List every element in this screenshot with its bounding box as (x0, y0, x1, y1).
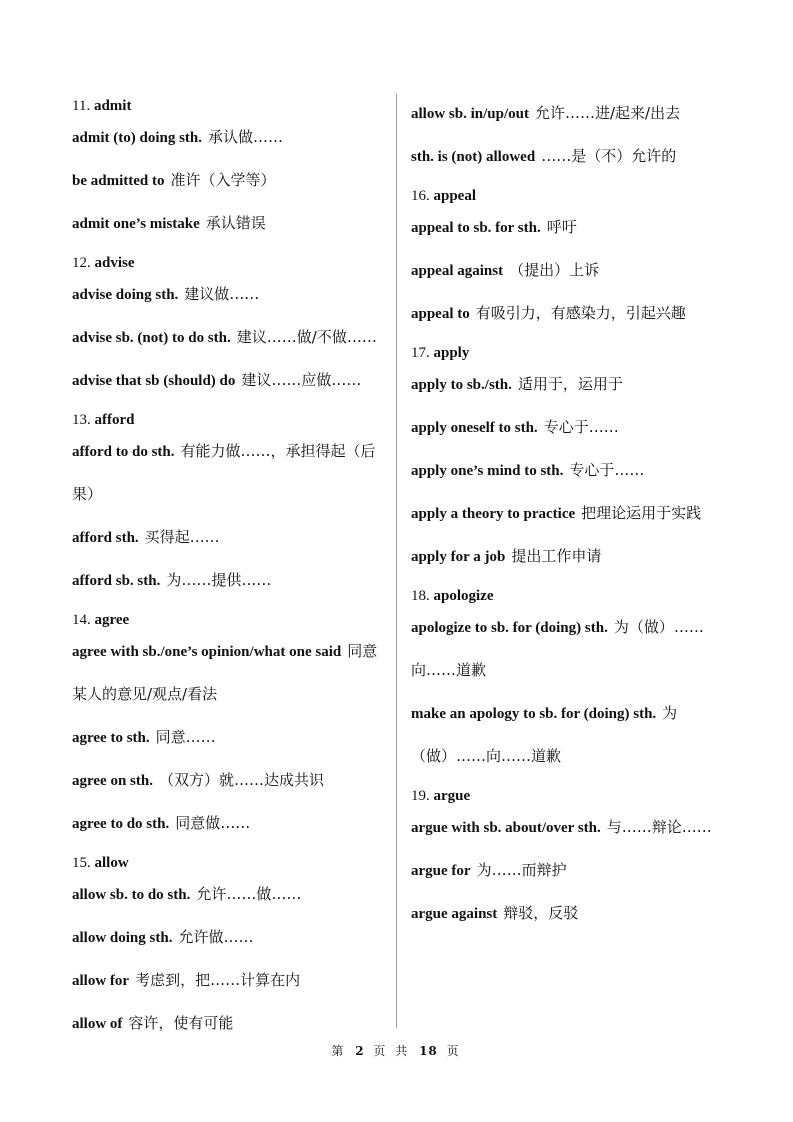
phrase-chinese: 允许……进/起来/出去 (534, 104, 681, 122)
footer-prefix: 第 (331, 1044, 347, 1058)
phrase-english: apply oneself to sth. (411, 420, 538, 436)
phrase-english: argue for (411, 863, 471, 879)
section-heading (411, 586, 731, 606)
phrase-entry (72, 716, 387, 759)
footer-middle: 页 共 (373, 1044, 411, 1058)
phrase-chinese: 建议……应做…… (241, 371, 362, 389)
phrase-entry (411, 206, 731, 249)
phrase-chinese: 准许（入学等） (170, 171, 276, 189)
phrase-chinese: 有能力做……，承担得起（后果） (72, 442, 376, 503)
phrase-english: allow sb. in/up/out (411, 106, 529, 122)
section-word: afford (94, 412, 135, 428)
section-word: admit (93, 98, 132, 114)
phrase-entry (411, 363, 731, 406)
right-column (411, 92, 731, 935)
phrase-entry (411, 292, 731, 335)
section-number: 12. (72, 255, 91, 271)
phrase-entry (411, 535, 731, 578)
phrase-chinese: 考虑到，把……计算在内 (135, 971, 301, 989)
left-column (72, 92, 387, 1045)
phrase-chinese: 建议……做/不做…… (236, 328, 377, 346)
phrase-english: apply one’s mind to sth. (411, 463, 564, 479)
column-divider (396, 94, 397, 1028)
phrase-english: agree to sth. (72, 730, 150, 746)
section-number: 11. (72, 98, 91, 114)
phrase-english: allow doing sth. (72, 930, 173, 946)
phrase-entry (72, 116, 387, 159)
phrase-chinese: 呼吁 (546, 218, 577, 236)
section-word: apologize (433, 588, 494, 604)
phrase-chinese: （提出）上诉 (509, 261, 600, 279)
phrase-entry (72, 916, 387, 959)
phrase-entry (72, 359, 387, 402)
section-number: 17. (411, 345, 430, 361)
footer-page-number: 2 (355, 1044, 365, 1058)
phrase-chinese: 允许做…… (178, 928, 254, 946)
phrase-entry (411, 92, 731, 135)
phrase-chinese: 专心于…… (569, 461, 645, 479)
phrase-english: apply to sb./sth. (411, 377, 512, 393)
phrase-entry (72, 559, 387, 602)
phrase-entry (411, 606, 731, 692)
phrase-english: agree to do sth. (72, 816, 170, 832)
section-heading (411, 786, 731, 806)
phrase-english: apply for a job (411, 549, 506, 565)
phrase-entry (411, 135, 731, 178)
phrase-entry (411, 449, 731, 492)
phrase-entry (411, 849, 731, 892)
footer-total-pages: 18 (419, 1044, 438, 1058)
phrase-entry (72, 159, 387, 202)
phrase-english: appeal to (411, 306, 470, 322)
phrase-chinese: 适用于，运用于 (517, 375, 623, 393)
phrase-entry (72, 430, 387, 516)
phrase-english: agree on sth. (72, 773, 153, 789)
phrase-entry (72, 959, 387, 1002)
section-heading (72, 96, 387, 116)
phrase-entry (72, 630, 387, 716)
phrase-entry (72, 202, 387, 245)
phrase-chinese: 与……辩论…… (606, 818, 712, 836)
page-footer (0, 1042, 793, 1059)
section-word: agree (94, 612, 130, 628)
phrase-entry (411, 806, 731, 849)
phrase-entry (411, 892, 731, 935)
phrase-chinese: 为（做）……向……道歉 (411, 618, 704, 679)
section-number: 13. (72, 412, 91, 428)
section-word: allow (94, 855, 129, 871)
phrase-entry (72, 1002, 387, 1045)
phrase-chinese: 辩驳，反驳 (503, 904, 579, 922)
phrase-chinese: 为（做）……向……道歉 (411, 704, 678, 765)
phrase-chinese: 把理论运用于实践 (581, 504, 702, 522)
phrase-english: allow for (72, 973, 130, 989)
phrase-english: apologize to sb. for (doing) sth. (411, 620, 608, 636)
phrase-chinese: 专心于…… (543, 418, 619, 436)
section-number: 16. (411, 188, 430, 204)
phrase-chinese: ……是（不）允许的 (541, 147, 677, 165)
phrase-entry (411, 492, 731, 535)
phrase-english: allow sb. to do sth. (72, 887, 191, 903)
phrase-chinese: 为……提供…… (166, 571, 272, 589)
section-heading (72, 853, 387, 873)
phrase-english: afford sb. sth. (72, 573, 161, 589)
section-heading (72, 610, 387, 630)
phrase-english: admit (to) doing sth. (72, 130, 203, 146)
phrase-english: admit one’s mistake (72, 216, 200, 232)
section-word: apply (433, 345, 470, 361)
phrase-english: agree with sb./one’s opinion/what one said (72, 644, 342, 660)
phrase-english: sth. is (not) allowed (411, 149, 536, 165)
phrase-english: argue with sb. about/over sth. (411, 820, 601, 836)
phrase-chinese: 同意…… (155, 728, 216, 746)
phrase-chinese: 买得起…… (144, 528, 220, 546)
phrase-entry (72, 316, 387, 359)
phrase-entry (72, 873, 387, 916)
phrase-english: afford to do sth. (72, 444, 175, 460)
section-heading (72, 410, 387, 430)
phrase-english: be admitted to (72, 173, 165, 189)
phrase-entry (72, 273, 387, 316)
section-number: 14. (72, 612, 91, 628)
phrase-chinese: 提出工作申请 (511, 547, 602, 565)
phrase-english: allow of (72, 1016, 123, 1032)
phrase-english: make an apology to sb. for (doing) sth. (411, 706, 657, 722)
section-word: appeal (433, 188, 477, 204)
phrase-english: appeal against (411, 263, 504, 279)
phrase-english: afford sth. (72, 530, 139, 546)
section-number: 15. (72, 855, 91, 871)
phrase-chinese: 同意某人的意见/观点/看法 (72, 642, 378, 703)
phrase-chinese: 为……而辩护 (476, 861, 567, 879)
phrase-entry (411, 406, 731, 449)
phrase-chinese: 允许……做…… (196, 885, 302, 903)
section-heading (72, 253, 387, 273)
phrase-chinese: （双方）就……达成共识 (158, 771, 324, 789)
phrase-english: advise that sb (should) do (72, 373, 236, 389)
section-heading (411, 186, 731, 206)
phrase-chinese: 承认错误 (205, 214, 266, 232)
phrase-entry (411, 692, 731, 778)
phrase-chinese: 建议做…… (184, 285, 260, 303)
phrase-english: apply a theory to practice (411, 506, 576, 522)
phrase-entry (72, 759, 387, 802)
phrase-entry (72, 516, 387, 559)
phrase-entry (72, 802, 387, 845)
phrase-chinese: 同意做…… (175, 814, 251, 832)
phrase-english: appeal to sb. for sth. (411, 220, 541, 236)
section-number: 19. (411, 788, 430, 804)
phrase-english: argue against (411, 906, 498, 922)
phrase-chinese: 有吸引力，有感染力，引起兴趣 (475, 304, 686, 322)
phrase-english: advise sb. (not) to do sth. (72, 330, 231, 346)
phrase-english: advise doing sth. (72, 287, 179, 303)
phrase-chinese: 承认做…… (208, 128, 284, 146)
phrase-entry (411, 249, 731, 292)
phrase-chinese: 容许，使有可能 (128, 1014, 234, 1032)
footer-suffix: 页 (446, 1044, 462, 1058)
section-number: 18. (411, 588, 430, 604)
section-heading (411, 343, 731, 363)
section-word: advise (94, 255, 135, 271)
section-word: argue (433, 788, 471, 804)
